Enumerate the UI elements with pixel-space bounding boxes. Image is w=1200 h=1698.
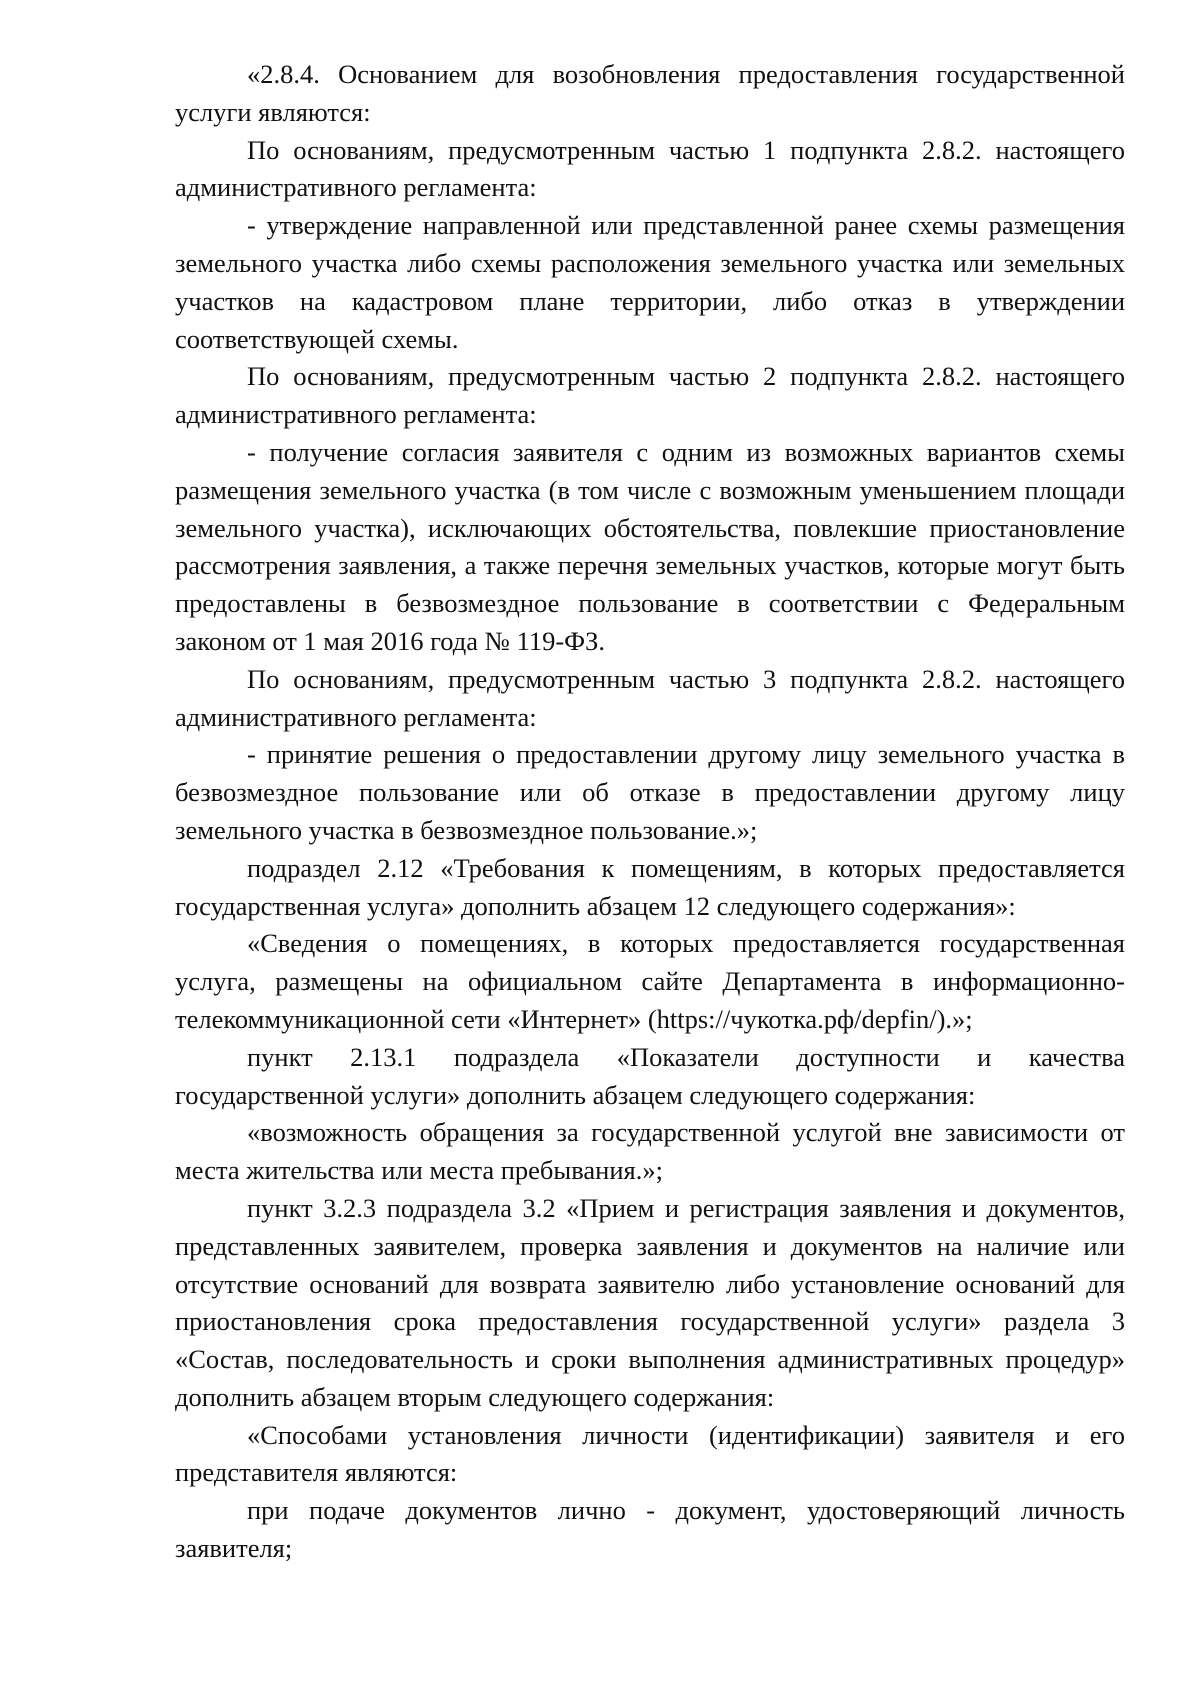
paragraph-basis-part-1: По основаниям, предусмотренным частью 1 подпункта 2.8.2. настоящего административного регламента: <box>175 134 1125 203</box>
document-body <box>175 56 1125 1568</box>
paragraph-2-8-4-heading: «2.8.4. Основанием для возобновления предоставления государственной услуги являются: <box>175 59 1125 127</box>
paragraph-identification-methods: «Способами установления личности (идентификации) заявителя и его представителя являются: <box>175 1419 1125 1488</box>
paragraph-basis-part-3: По основаниям, предусмотренным частью 3 подпункта 2.8.2. настоящего административного регламента: <box>175 663 1125 732</box>
paragraph-point-3-2-3: пункт 3.2.3 подраздела 3.2 «Прием и регистрация заявления и документов, представленных заявителем, проверка заявления и документов на наличие или отсутствие оснований для возврата заявителю либо установление оснований для приостановления срока предоставления государственной услуги» раздела 3 «Состав, последовательность и сроки выполнения административных процедур» дополнить абзацем вторым следующего содержания: <box>175 1192 1125 1412</box>
paragraph-point-2-13-1: пункт 2.13.1 подраздела «Показатели доступности и качества государственной услуги» дополнить абзацем следующего содержания: <box>175 1041 1125 1110</box>
paragraph-item-scheme-approval: - утверждение направленной или представленной ранее схемы размещения земельного участка либо схемы расположения земельного участка или земельных участков на кадастровом плане территории, либо отказ в утверждении соответствующей схемы. <box>175 210 1125 354</box>
paragraph-basis-part-2: По основаниям, предусмотренным частью 2 подпункта 2.8.2. настоящего административного регламента: <box>175 361 1125 430</box>
paragraph-premises-info: «Сведения о помещениях, в которых предоставляется государственная услуга, размещены на официальном сайте Департамента в информационно-телекоммуникационной сети «Интернет» (https://чукотка.рф/depfin/).»; <box>175 928 1125 1034</box>
paragraph-personal-submission: при подаче документов лично - документ, удостоверяющий личность заявителя; <box>175 1495 1125 1564</box>
paragraph-subsection-2-12: подраздел 2.12 «Требования к помещениям, в которых предоставляется государственная услуга» дополнить абзацем 12 следующего содержания»: <box>175 852 1125 921</box>
paragraph-item-decision: - принятие решения о предоставлении другому лицу земельного участка в безвозмездное пользование или об отказе в предоставлении другому лицу земельного участка в безвозмездное пользование.»; <box>175 739 1125 845</box>
paragraph-accessibility-quote: «возможность обращения за государственной услугой вне зависимости от места жительства или места пребывания.»; <box>175 1117 1125 1186</box>
paragraph-item-applicant-consent: - получение согласия заявителя с одним из возможных вариантов схемы размещения земельного участка (в том числе с возможным уменьшением площади земельного участка), исключающих обстоятельства, повлекшие приостановление рассмотрения заявления, а также перечня земельных участков, которые могут быть предоставлены в безвозмездное пользование в соответствии с Федеральным законом от 1 мая 2016 года № 119-ФЗ. <box>175 436 1125 656</box>
